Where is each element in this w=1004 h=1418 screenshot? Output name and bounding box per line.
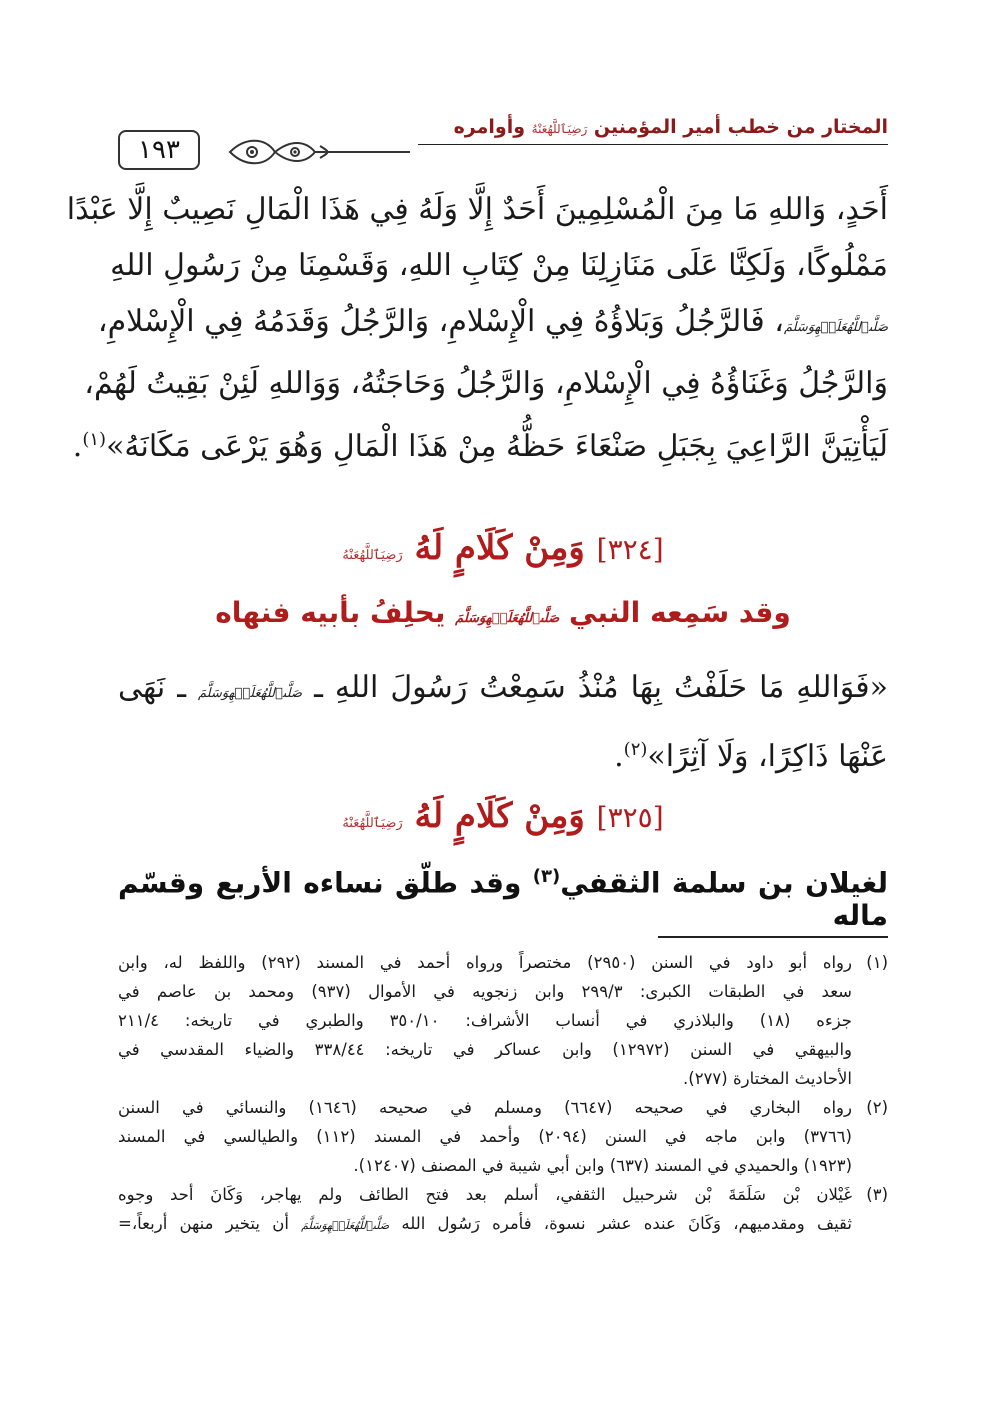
footnote-2 [118,1093,888,1180]
main-paragraph-2 [118,660,888,785]
footnote-line: غَيْلان بْن سَلَمَةَ بْن شرحبيل الثقفي، أسلم بعد فتح الطائف ولم يهاجر، وَكَانَ أحد وجوه [118,1185,852,1204]
salla-glyph: صَلَّىٱللَّهُعَلَيۡهِوَسَلَّمَ [455,611,560,626]
page-number: ١٩٣ [118,130,200,170]
footnote-separator [658,936,888,938]
header-rule [418,144,888,145]
honorific-glyph: رَضِيَٱللَّهُعَنْهُ [342,816,403,831]
page-header [118,112,888,178]
footnote-1 [118,948,888,1093]
footnote-line: الأحاديث المختارة (٢٧٧). [683,1069,852,1088]
text-line: مَمْلُوكًا، وَلَكِنَّا عَلَى مَنَازِلِنَا مِنْ كِتَابِ اللهِ، وَقَسْمِنَا مِنْ رَسُولِ اللهِ [110,248,888,283]
footnote-3 [118,1180,888,1240]
running-title-text: المختار من خطب أمير المؤمنين [593,116,888,138]
footnote-ref-1[interactable]: (١) [82,429,107,450]
footnote-line: (٣٧٦٦) وابن ماجه في السنن (٢٠٩٤) وأحمد في المسند (١١٢) والطيالسي في المسند [118,1127,852,1146]
footnote-ref-2[interactable]: (٢) [623,739,648,760]
footnote-line: جزءه (١٨) والبلاذري في أنساب الأشراف: ٣٥٠/١٠ والطبري في تاريخه: ٢١١/٤ [118,1011,853,1030]
text-line: صَلَّىٱللَّهُعَلَيۡهِوَسَلَّمَ، فَالرَّجُلُ وَبَلاؤُهُ فِي الْإِسْلامِ، وَالرَّجُلُ وَقَدَمُهُ فِي الْإِسْلامِ، [97,304,888,339]
section-subheading-325: لغيلان بن سلمة الثقفي$^{(٣)}$ وقد طلّق نساءه الأربع وقسّم ماله [118,866,888,933]
section-number: [٣٢٥] [596,801,664,834]
footnote-line: ثقيف ومقدميهم، وَكَانَ عنده عشر نسوة، فأمره رَسُول الله صَلَّىٱللَّهُعَلَيۡهِوَسَلَّمَ أن يتخير منهن أربعاً،= [118,1214,852,1233]
footnote-number: (١) [866,953,888,972]
salla-glyph: صَلَّىٱللَّهُعَلَيۡهِوَسَلَّمَ [198,686,303,701]
ornament-icon [220,132,420,172]
footnote-line: رواه البخاري في صحيحه (٦٦٤٧) ومسلم في صحيحه (١٦٤٦) والنسائي في السنن [118,1098,852,1117]
footnote-line: (١٩٢٣) والحميدي في المسند (٦٣٧) وابن أبي شيبة في المصنف (١٢٤٠٧). [353,1156,852,1175]
text-line: لَيَأْتِيَنَّ الرَّاعِيَ بِجَبَلِ صَنْعَاءَ حَظُّهُ مِنْ هَذَا الْمَالِ وَهُوَ يَرْعَى مَكَانَهُ»$^{(١)}$. [72,429,888,464]
section-title: وَمِنْ كَلَامٍ لَهُ [414,528,585,568]
footnote-number: (٢) [866,1098,888,1117]
text-line: عَنْهَا ذَاكِرًا، وَلَا آثِرًا»$^{(٢)}$. [614,739,888,774]
footnote-ref-3[interactable]: (٣) [532,866,561,887]
section-subheading-324: وقد سَمِعه النبي صَلَّىٱللَّهُعَلَيۡهِوَسَلَّمَ يحلِفُ بأبيه فنهاه [215,596,791,629]
section-title: وَمِنْ كَلَامٍ لَهُ [414,796,585,836]
honorific-glyph: رَضِيَٱللَّهُعَنْهُ [342,548,403,563]
honorific-glyph: رَضِيَٱللَّهُعَنْهُ [531,122,588,136]
footnote-number: (٣) [866,1185,888,1204]
section-number: [٣٢٤] [596,533,664,566]
text-line: أَحَدٍ، وَاللهِ مَا مِنَ الْمُسْلِمِينَ أَحَدٌ إِلَّا وَلَهُ فِي هَذَا الْمَالِ نَصِيبٌ إِلَّا عَبْدًا [66,192,888,227]
footnotes [118,948,888,1240]
footnote-line: سعد في الطبقات الكبرى: ٢٩٩/٣ وابن زنجويه في الأموال (٩٣٧) ومحمد بن عاصم في [118,982,852,1001]
section-heading-325 [118,796,888,836]
text-line: «فَوَاللهِ مَا حَلَفْتُ بِهَا مُنْذُ سَمِعْتُ رَسُولَ اللهِ ـ صَلَّىٱللَّهُعَلَيۡهِوَسَلَّمَ ـ نَهَى [118,670,888,705]
footnote-line: رواه أبو داود في السنن (٢٩٥٠) مختصراً ورواه أحمد في المسند (٢٩٢) واللفظ له، وابن [118,953,852,972]
running-title-suffix: وأوامره [453,116,526,138]
main-paragraph-1 [66,182,888,475]
section-heading-324 [118,528,888,568]
text-line: وَالرَّجُلُ وَغَنَاؤُهُ فِي الْإِسْلامِ، وَالرَّجُلُ وَحَاجَتُهُ، وَوَاللهِ لَئِنْ بَقِيتُ لَهُمْ، [84,366,888,401]
salla-glyph: صَلَّىٱللَّهُعَلَيۡهِوَسَلَّمَ [783,320,888,335]
footnote-line: والبيهقي في السنن (١٢٩٧٢) وابن عساكر في تاريخه: ٣٣٨/٤٤ والضياء المقدسي في [118,1040,853,1059]
salla-glyph: صَلَّىٱللَّهُعَلَيۡهِوَسَلَّمَ [301,1219,390,1232]
running-title [454,116,888,138]
